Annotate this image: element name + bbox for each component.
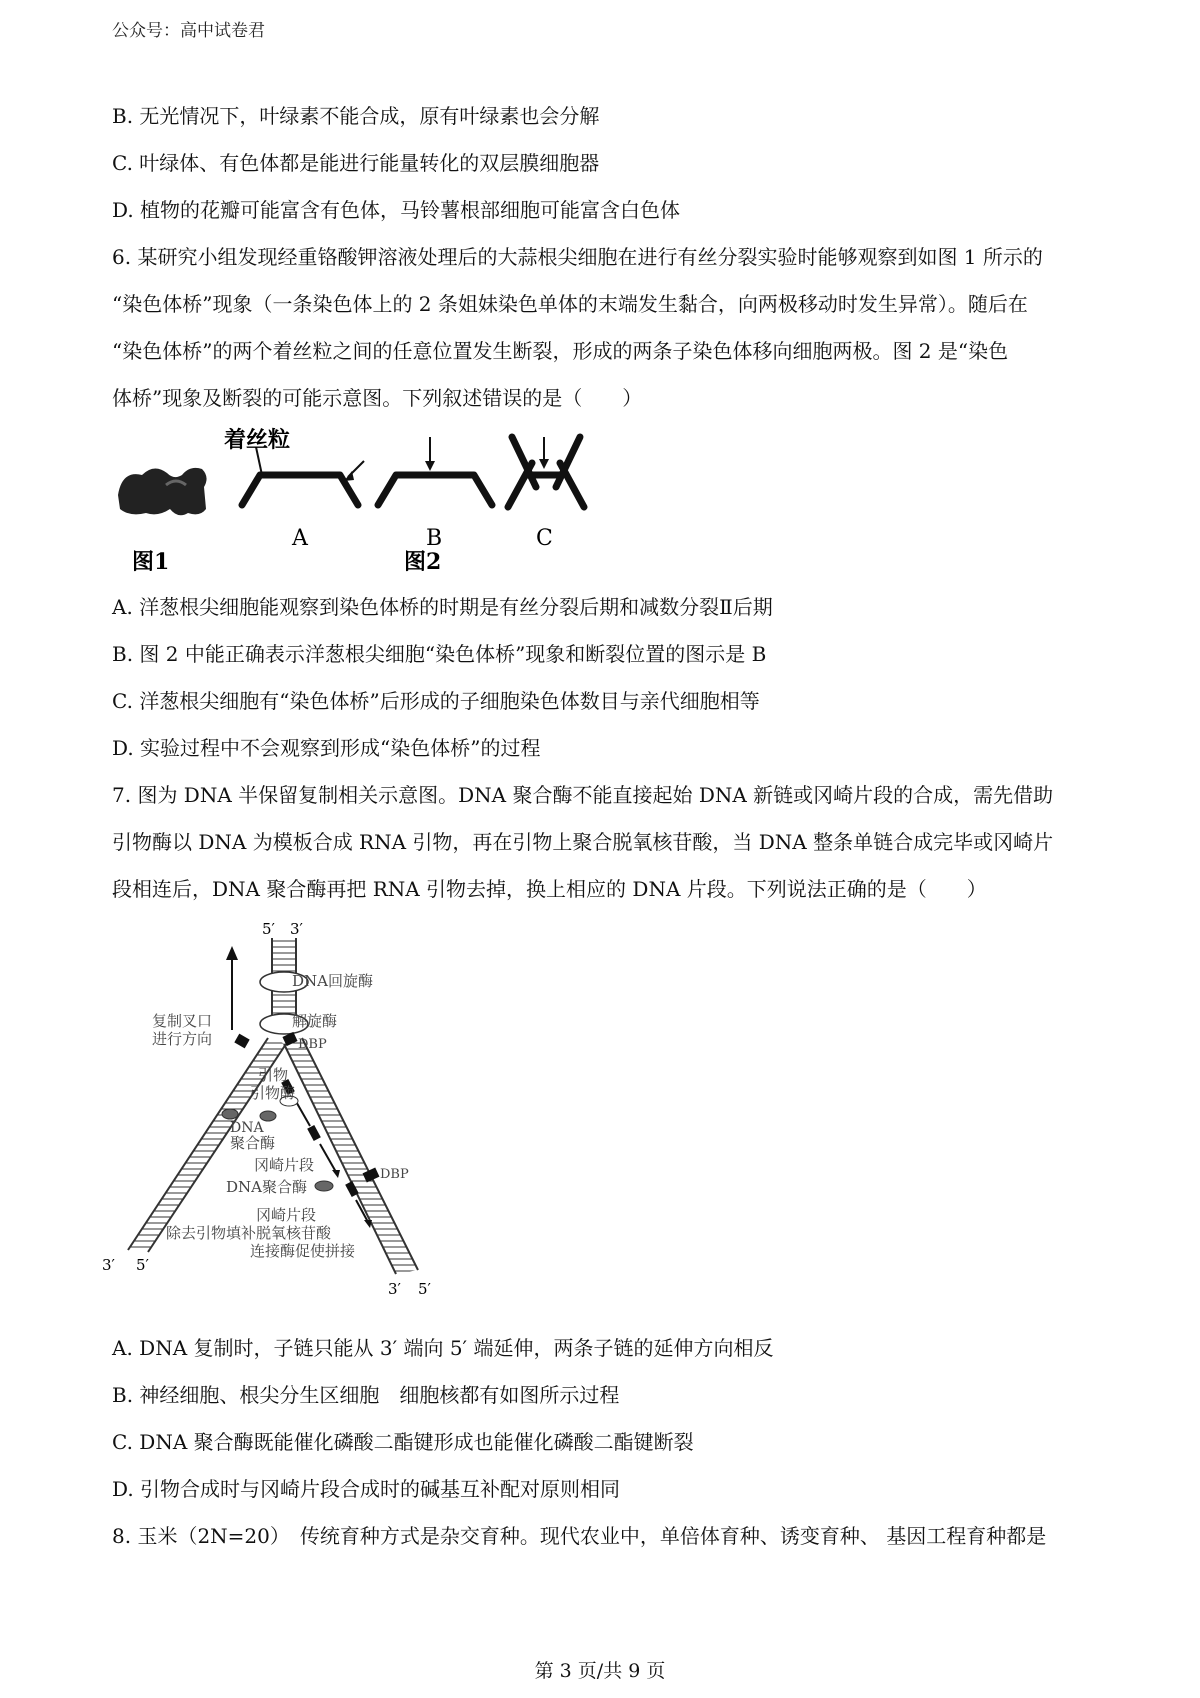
q6-stem-4: 体桥”现象及断裂的可能示意图。下列叙述错误的是（ ） xyxy=(112,386,643,410)
label-top-5: 5′ xyxy=(262,920,275,938)
label-top-3: 3′ xyxy=(290,920,303,938)
label-okazaki-2: 冈崎片段 xyxy=(256,1206,317,1224)
label-dna-gyrase: DNA回旋酶 xyxy=(292,972,373,990)
label-dna-polymerase-2: DNA聚合酶 xyxy=(226,1178,307,1196)
dna-polymerase-shape xyxy=(315,1181,333,1191)
q8-stem: 8. 玉米（2N=20） 传统育种方式是杂交育种。现代农业中，单倍体育种、诱变育种、 基因工程育种都是 xyxy=(112,1524,1047,1548)
label-a: A xyxy=(292,526,308,551)
dbp-block xyxy=(234,1034,249,1049)
fork-direction-arrow xyxy=(226,946,238,1030)
label-bottom-left-3: 3′ xyxy=(102,1256,115,1274)
centromere-label: 着丝粒 xyxy=(224,428,291,453)
label-remove-primer: 除去引物填补脱氧核苷酸 xyxy=(166,1224,332,1242)
fig2-chromosome-a xyxy=(242,447,364,505)
label-b: B xyxy=(426,526,443,551)
fig1-caption: 图1 xyxy=(132,549,170,575)
page-header: 公众号：高中试卷君 xyxy=(112,21,265,41)
label-ligase: 连接酶促使拼接 xyxy=(250,1242,356,1260)
label-dbp-1: DBP xyxy=(298,1037,327,1052)
q7-option-b: B. 神经细胞、根尖分生区细胞 细胞核都有如图所示过程 xyxy=(112,1383,620,1407)
q5-option-c: C. 叶绿体、有色体都是能进行能量转化的双层膜细胞器 xyxy=(112,151,600,175)
label-fork-direction-2: 进行方向 xyxy=(152,1030,213,1048)
q6-stem-1: 6. 某研究小组发现经重铬酸钾溶液处理后的大蒜根尖细胞在进行有丝分裂实验时能够观察到如图 1 所示的 xyxy=(112,245,1043,269)
fig2-caption: 图2 xyxy=(404,549,442,575)
q7-option-a: A. DNA 复制时，子链只能从 3′ 端向 5′ 端延伸，两条子链的延伸方向相反 xyxy=(112,1336,774,1360)
label-bottom-right-3: 3′ xyxy=(388,1280,401,1298)
dna-replication-figure xyxy=(100,920,500,1320)
q6-option-c: C. 洋葱根尖细胞有“染色体桥”后形成的子细胞染色体数目与亲代细胞相等 xyxy=(112,689,760,713)
label-okazaki-1: 冈崎片段 xyxy=(254,1156,315,1174)
fig2-chromosome-c xyxy=(508,437,584,507)
q6-stem-2: “染色体桥”现象（一条染色体上的 2 条姐妹染色单体的末端发生黏合，向两极移动时发生异常）。随后在 xyxy=(112,292,1028,316)
q6-stem-3: “染色体桥”的两个着丝粒之间的任意位置发生断裂，形成的两条子染色体移向细胞两极。图 2 是“染色 xyxy=(112,339,1009,363)
page-footer: 第 3 页/共 9 页 xyxy=(534,1660,666,1682)
label-dna-polymerase-1a: DNA xyxy=(230,1120,264,1136)
q6-option-d: D. 实验过程中不会观察到形成“染色体桥”的过程 xyxy=(112,736,541,760)
label-bottom-right-5: 5′ xyxy=(418,1280,431,1298)
label-dna-polymerase-1b: 聚合酶 xyxy=(230,1134,276,1152)
label-fork-direction-1: 复制叉口 xyxy=(152,1012,213,1030)
label-dbp-2: DBP xyxy=(380,1167,409,1182)
fig1-micrograph xyxy=(118,468,207,515)
primer-block xyxy=(307,1125,321,1141)
label-primase: 引物酶 xyxy=(250,1084,296,1102)
q7-stem-2: 引物酶以 DNA 为模板合成 RNA 引物，再在引物上聚合脱氧核苷酸，当 DNA 整条单链合成完毕或冈崎片 xyxy=(112,830,1054,854)
q5-option-b: B. 无光情况下，叶绿素不能合成，原有叶绿素也会分解 xyxy=(112,104,600,128)
q5-option-d: D. 植物的花瓣可能富含有色体，马铃薯根部细胞可能富含白色体 xyxy=(112,198,681,222)
q6-option-a: A. 洋葱根尖细胞能观察到染色体桥的时期是有丝分裂后期和减数分裂Ⅱ后期 xyxy=(112,595,773,619)
label-bottom-left-5: 5′ xyxy=(136,1256,149,1274)
q7-stem-3: 段相连后，DNA 聚合酶再把 RNA 引物去掉，换上相应的 DNA 片段。下列说法正确的是（ ） xyxy=(112,877,987,901)
label-primer: 引物 xyxy=(258,1066,289,1084)
label-helicase: 解旋酶 xyxy=(292,1012,338,1030)
chromosome-bridge-figure xyxy=(112,425,1112,575)
fig2-chromosome-b xyxy=(378,437,492,505)
q7-stem-1: 7. 图为 DNA 半保留复制相关示意图。DNA 聚合酶不能直接起始 DNA 新链或冈崎片段的合成，需先借助 xyxy=(112,783,1054,807)
q7-option-d: D. 引物合成时与冈崎片段合成时的碱基互补配对原则相同 xyxy=(112,1477,621,1501)
dna-polymerase-shape xyxy=(222,1109,238,1119)
q7-option-c: C. DNA 聚合酶既能催化磷酸二酯键形成也能催化磷酸二酯键断裂 xyxy=(112,1430,694,1454)
q6-option-b: B. 图 2 中能正确表示洋葱根尖细胞“染色体桥”现象和断裂位置的图示是 B xyxy=(112,642,767,666)
label-c: C xyxy=(536,526,553,551)
